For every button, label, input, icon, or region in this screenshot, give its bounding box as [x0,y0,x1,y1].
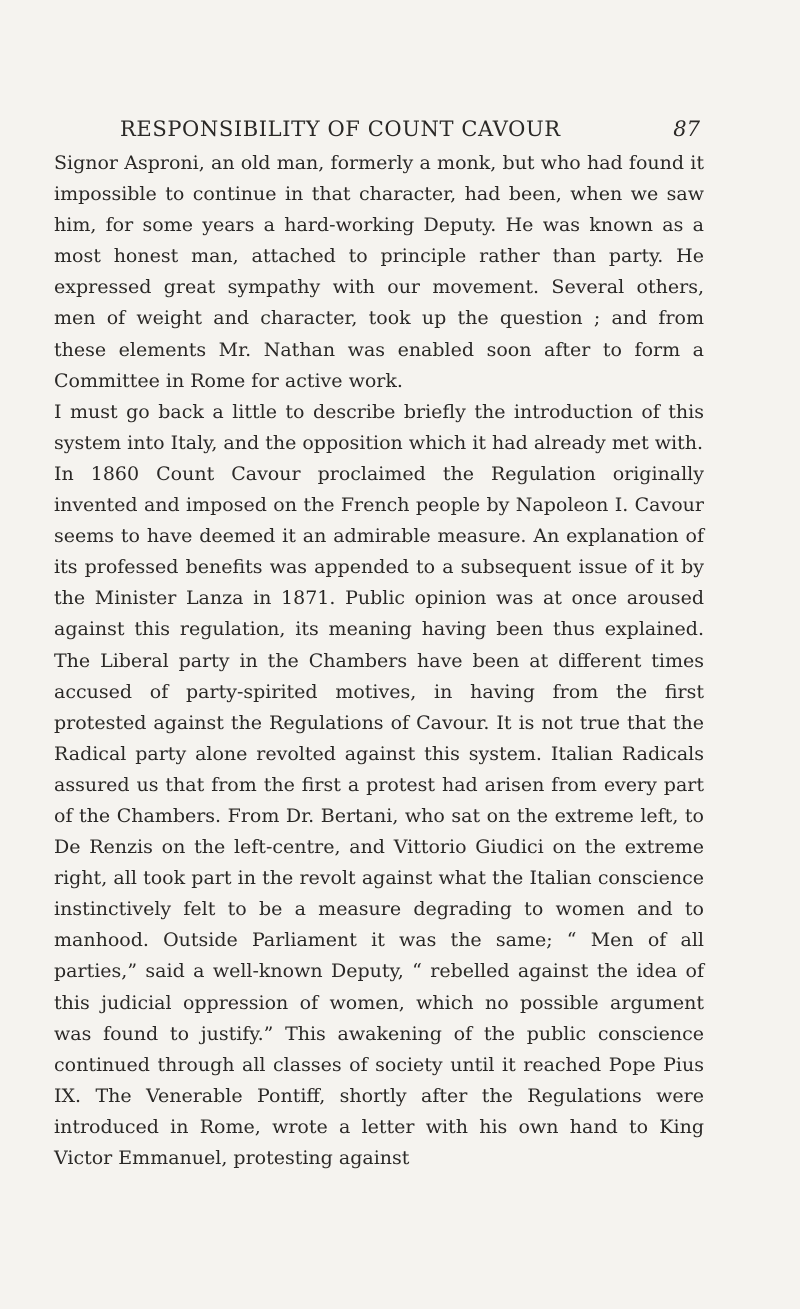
paragraph-introduction: I must go back a little to describe briefly the introduction of this system into Italy, and the opposition which it had already met with. [54,400,704,454]
paragraph-cavour-regulation: In 1860 Count Cavour proclaimed the Regulation originally invented and imposed on the French people by Napoleon I. Cavour seems to have deemed it an admirable measure. An explanation of its professed benefits was appended to a subsequent issue of it by the Minister Lanza in 1871. Public opinion was at once aroused against this regulation, its meaning having been thus explained. The Liberal party in the Chambers have been at different times accused of party-spirited motives, in having from the first protested against the Regulations of Cavour. It is not true that the Radical party alone revolted against this system. Italian Radicals assured us that from the first a protest had arisen from every part of the Chambers. From Dr. Bertani, who sat on the extreme left, to De Renzis on the left-centre, and Vittorio Giudici on the extreme right, all took part in the revolt against what the Italian conscience instinctively felt to be a measure degrading to women and to manhood. Outside Parliament it was the same; “ Men of all parties,” said a well-known Deputy, “ rebelled against the idea of this judicial oppression of women, which no possible argument was found to justify.” This awakening of the public conscience continued through all classes of society until it reached Pope Pius IX. The Venerable Pontiff, shortly after the Regulations were introduced in Rome, wrote a letter with his own hand to King Victor Emmanuel, protesting against [54,462,704,1169]
body-text [54,148,704,1174]
page-number: 87 [673,117,700,141]
running-head [120,114,700,144]
running-title: RESPONSIBILITY OF COUNT CAVOUR [120,117,561,141]
paragraph-asproni: Signor Asproni, an old man, formerly a monk, but who had found it impossible to continue in that character, had been, when we saw him, for some years a hard-working Deputy. He was known as a most honest man, attached to principle rather than party. He expressed great sympathy with our movement. Several others, men of weight and character, took up the question ; and from these elements Mr. Nathan was enabled soon after to form a Committee in Rome for active work. [54,152,704,392]
